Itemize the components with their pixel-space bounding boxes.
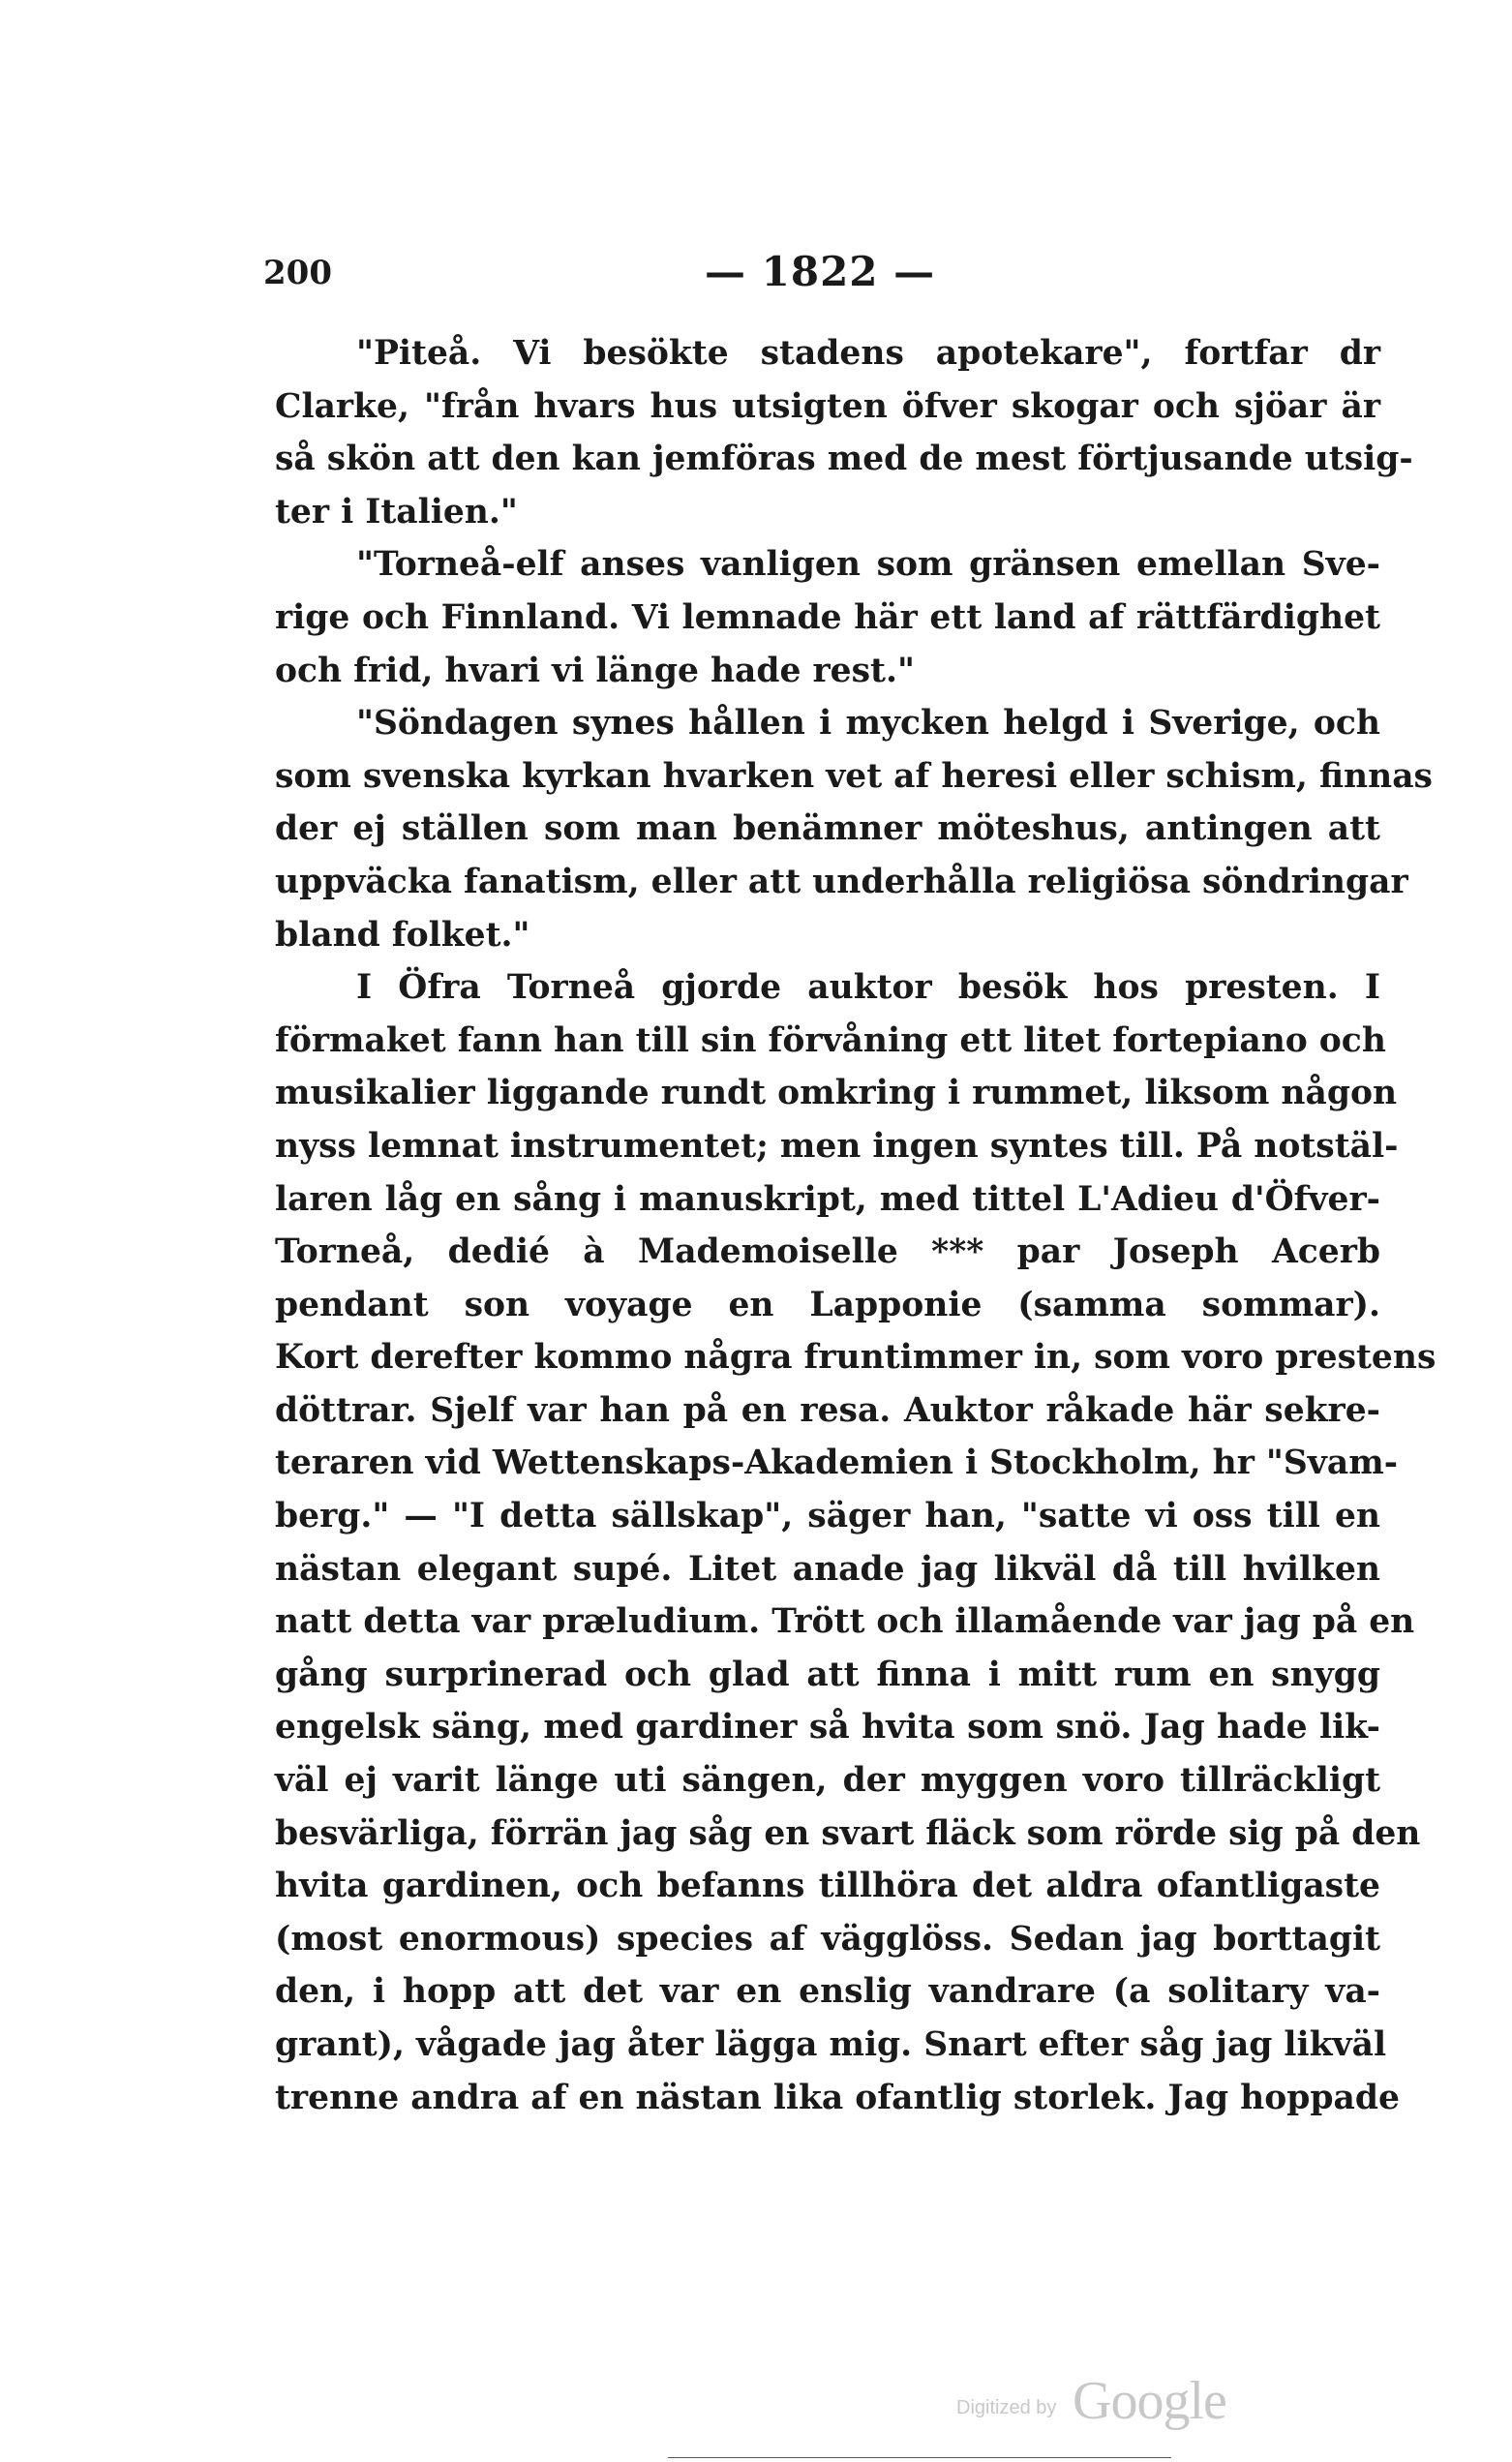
bottom-rule (668, 2457, 1171, 2458)
text-line: nyss lemnat instrumentet; men ingen syntes till. På notstäl- (275, 1126, 1399, 1166)
text-line: Kort derefter kommo några fruntimmer in, som voro prestens (275, 1338, 1436, 1378)
text-line: nästan elegant supé. Litet anade jag likväl då till hvilken (275, 1549, 1380, 1589)
text-line: der ej ställen som man benämner möteshus, antingen att (275, 809, 1380, 849)
text-line: och frid, hvari vi länge hade rest." (275, 651, 915, 690)
text-line: "Söndagen synes hållen i mycken helgd i Sverige, och (356, 704, 1380, 744)
text-line: berg." — "I detta sällskap", säger han, "satte vi oss till en (275, 1497, 1380, 1536)
text-line: hvita gardinen, och befanns tillhöra det aldra ofantligaste (275, 1867, 1380, 1906)
text-line: väl ej varit länge uti sängen, der myggen voro tillräckligt (275, 1761, 1380, 1801)
text-line: laren låg en sång i manuskript, med tittel L'Adieu d'Öfver- (275, 1179, 1380, 1219)
page-number: 200 (263, 254, 332, 292)
text-line: rige och Finnland. Vi lemnade här ett land af rättfärdighet (275, 597, 1380, 637)
text-line: grant), vågade jag åter lägga mig. Snart efter såg jag likväl (275, 2025, 1387, 2064)
text-line: I Öfra Torneå gjorde auktor besök hos presten. I (356, 968, 1380, 1008)
text-line: natt detta var præludium. Trött och illamående var jag på en (275, 1602, 1415, 1642)
digitized-watermark (956, 2370, 1266, 2431)
text-line: döttrar. Sjelf var han på en resa. Auktor råkade här sekre- (275, 1390, 1380, 1430)
text-line: Torneå, dedié à Mademoiselle *** par Joseph Acerb (275, 1232, 1380, 1272)
text-line: förmaket fann han till sin förvåning ett litet fortepiano och (275, 1020, 1386, 1060)
running-head: — 1822 — (705, 248, 936, 295)
text-line: pendant son voyage en Lapponie (samma sommar). (275, 1285, 1380, 1324)
digitized-label: Digitized by (956, 2397, 1057, 2418)
text-line: (most enormous) species af vägglöss. Sedan jag borttagit (275, 1919, 1380, 1959)
text-line: engelsk säng, med gardiner så hvita som snö. Jag hade lik- (275, 1708, 1380, 1748)
text-line: bland folket." (275, 915, 530, 955)
text-line: besvärliga, förrän jag såg en svart fläck som rörde sig på den (275, 1813, 1421, 1853)
body-text (275, 327, 1436, 2124)
text-line: "Torneå-elf anses vanligen som gränsen emellan Sve- (356, 545, 1380, 585)
text-line: så skön att den kan jemföras med de mest förtjusande utsig- (275, 440, 1413, 479)
text-line: "Piteå. Vi besökte stadens apotekare", fortfar dr (356, 334, 1380, 373)
text-line: trenne andra af en nästan lika ofantlig storlek. Jag hoppade (275, 2078, 1400, 2117)
text-line: den, i hopp att det var en enslig vandrare (a solitary va- (275, 1972, 1380, 2012)
text-line: gång surprinerad och glad att finna i mitt rum en snygg (275, 1655, 1380, 1694)
text-line: ter i Italien." (275, 492, 518, 532)
text-line: teraren vid Wettenskaps-Akademien i Stockholm, hr "Svam- (275, 1444, 1399, 1483)
text-line: Clarke, "från hvars hus utsigten öfver skogar och sjöar är (275, 386, 1380, 426)
text-line: som svenska kyrkan hvarken vet af heresi eller schism, finnas (275, 756, 1433, 796)
page-header (0, 248, 1512, 312)
google-logo: Google (1073, 2371, 1226, 2431)
text-line: musikalier liggande rundt omkring i rummet, liksom någon (275, 1074, 1398, 1113)
text-line: uppväcka fanatism, eller att underhålla religiösa söndringar (275, 862, 1408, 901)
